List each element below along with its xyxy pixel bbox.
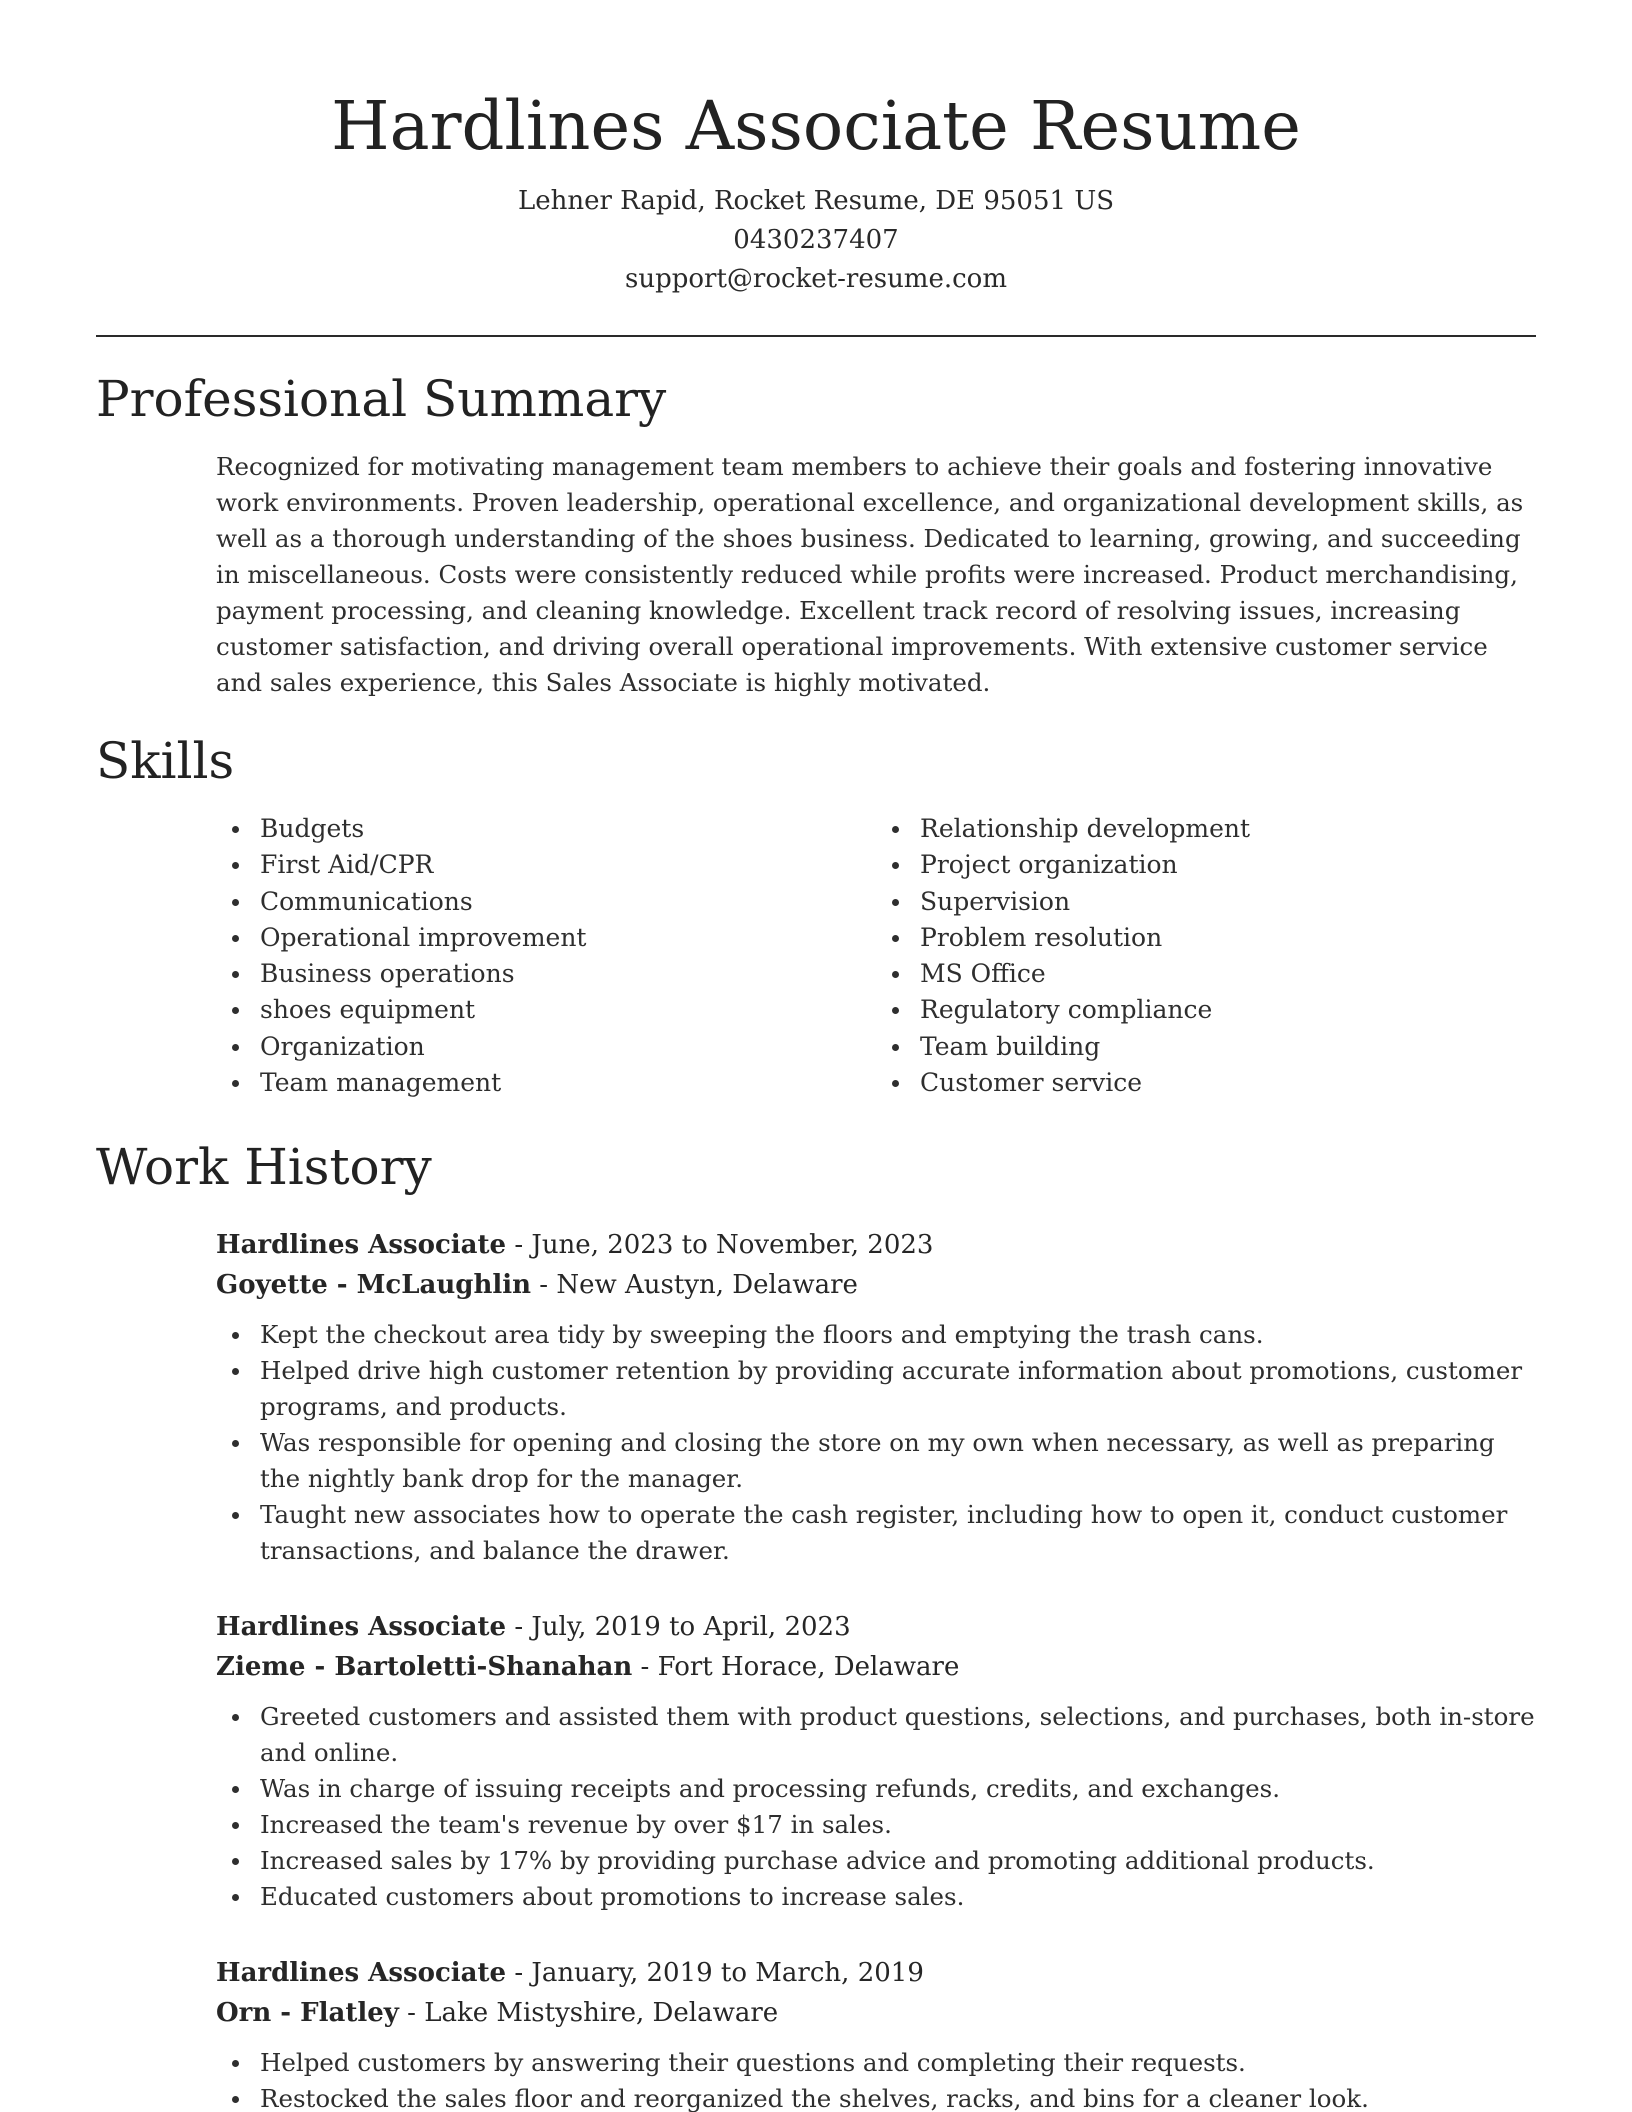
skill-item: Team building [920, 1029, 1536, 1065]
job-duty-item: Kept the checkout area tidy by sweeping the floors and emptying the trash cans. [260, 1317, 1536, 1353]
contact-phone: 0430237407 [733, 225, 899, 255]
job-title: Hardlines Associate [216, 1612, 507, 1643]
job-title-line [216, 1607, 1536, 1647]
resume-title: Hardlines Associate Resume [331, 87, 1301, 165]
job-duties-list [216, 1699, 1536, 1915]
job-title-line [216, 1225, 1536, 1265]
job-duty-item: Increased sales by 17% by providing purchase advice and promoting additional products. [260, 1843, 1536, 1879]
skill-item: Organization [260, 1029, 876, 1065]
skill-item: Problem resolution [920, 920, 1536, 956]
job-location: - Fort Horace, Delaware [632, 1652, 960, 1683]
summary-paragraph: Recognized for motivating management team members to achieve their goals and fostering innovative work environments. Proven leadership, operational excellence, and organizational development skills, as well as a thorough understanding of the shoes business. Dedicated to learning, growing, and succeeding in miscellaneous. Costs were consistently reduced while profits were increased. Product merchandising, payment processing, and cleaning knowledge. Excellent track record of resolving issues, increasing customer satisfaction, and driving overall operational improvements. With extensive customer service and sales experience, this Sales Associate is highly motivated. [216, 452, 1524, 697]
resume-header [0, 0, 1632, 299]
job-title: Hardlines Associate [216, 1230, 507, 1261]
job-duties-list [216, 1317, 1536, 1569]
contact-email: support@rocket-resume.com [624, 264, 1007, 294]
skill-item: Business operations [260, 956, 876, 992]
skill-item: First Aid/CPR [260, 847, 876, 883]
job-duty-item: Educated customers about promotions to increase sales. [260, 1879, 1536, 1915]
skill-item: shoes equipment [260, 992, 876, 1028]
job-company: Goyette - McLaughlin [216, 1270, 532, 1301]
job-title: Hardlines Associate [216, 1958, 507, 1989]
professional-summary-section [0, 367, 1632, 701]
skill-item: Communications [260, 884, 876, 920]
job-dates: - January, 2019 to March, 2019 [506, 1958, 924, 1989]
job-duty-item: Helped drive high customer retention by providing accurate information about promotions, customer programs, and products. [260, 1353, 1536, 1425]
contact-address: Lehner Rapid, Rocket Resume, DE 95051 US [517, 186, 1115, 216]
job-entry [216, 1607, 1536, 1915]
skill-item: Project organization [920, 847, 1536, 883]
skill-item: Regulatory compliance [920, 992, 1536, 1028]
job-duty-item: Was in charge of issuing receipts and processing refunds, credits, and exchanges. [260, 1771, 1536, 1807]
skills-section [0, 729, 1632, 1101]
work-history-section [0, 1135, 1632, 2112]
skills-column-right [876, 811, 1536, 1101]
job-company: Orn - Flatley [216, 1998, 399, 2029]
job-duty-item: Restocked the sales floor and reorganized the shelves, racks, and bins for a cleaner look. [260, 2081, 1536, 2112]
job-location: - Lake Mistyshire, Delaware [398, 1998, 779, 2029]
skill-item: Budgets [260, 811, 876, 847]
skill-item: Operational improvement [260, 920, 876, 956]
job-duty-item: Was responsible for opening and closing the store on my own when necessary, as well as preparing the nightly bank drop for the manager. [260, 1425, 1536, 1497]
job-dates: - June, 2023 to November, 2023 [506, 1230, 934, 1261]
skill-item: Team management [260, 1065, 876, 1101]
job-entry [216, 1953, 1536, 2112]
job-duty-item: Taught new associates how to operate the cash register, including how to open it, conduct customer transactions, and balance the drawer. [260, 1497, 1536, 1569]
job-list [0, 1225, 1632, 2112]
skill-item: MS Office [920, 956, 1536, 992]
skill-item: Relationship development [920, 811, 1536, 847]
section-heading-skills: Skills [96, 732, 235, 790]
job-title-line [216, 1953, 1536, 1993]
skill-item: Customer service [920, 1065, 1536, 1101]
job-duty-item: Increased the team's revenue by over $17 in sales. [260, 1807, 1536, 1843]
job-company-line [216, 1265, 1536, 1305]
job-company-line [216, 1647, 1536, 1687]
job-company: Zieme - Bartoletti-Shanahan [216, 1652, 633, 1683]
header-divider [96, 335, 1536, 337]
job-company-line [216, 1993, 1536, 2033]
section-heading-work-history: Work History [96, 1138, 432, 1197]
job-duty-item: Greeted customers and assisted them with product questions, selections, and purchases, both in-store and online. [260, 1699, 1536, 1771]
job-location: - New Austyn, Delaware [531, 1270, 858, 1301]
job-duties-list [216, 2045, 1536, 2112]
job-duty-item: Helped customers by answering their questions and completing their requests. [260, 2045, 1536, 2081]
job-entry [216, 1225, 1536, 1569]
section-heading-summary: Professional Summary [96, 370, 667, 428]
skills-grid [216, 811, 1536, 1101]
skill-item: Supervision [920, 884, 1536, 920]
skills-column-left [216, 811, 876, 1101]
job-dates: - July, 2019 to April, 2023 [506, 1612, 851, 1643]
